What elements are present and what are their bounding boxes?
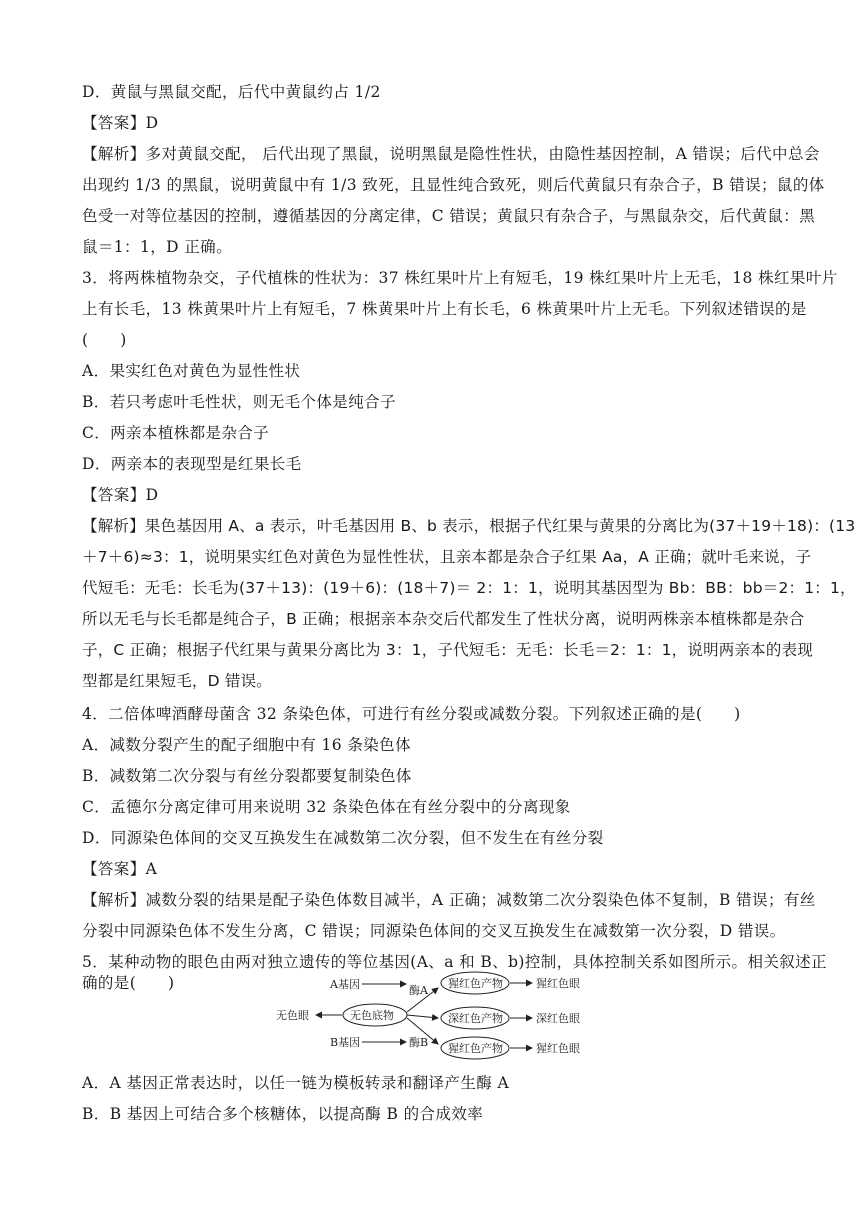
- analysis-q2-line-2: 出现约 1/3 的黑鼠，说明黄鼠中有 1/3 致死，且显性纯合致死，则后代黄鼠只有杂合子，B 错误；鼠的体: [82, 176, 825, 194]
- analysis-q3-line-3: 代短毛：无毛：长毛为(37＋13)：(19＋6)：(18＋7)＝ 2：1：1，说明其基因型为 Bb：BB：bb＝2：1：1，: [82, 579, 856, 597]
- analysis-q3-line-1: 【解析】果色基因用 A、a 表示，叶毛基因用 B、b 表示，根据子代红果与黄果的分离比为(37＋19＋18)：(13: [82, 517, 856, 535]
- option-b-q3: B．若只考虑叶毛性状，则无毛个体是纯合子: [82, 393, 396, 411]
- analysis-q3-line-5: 子，C 正确；根据子代红果与黄果分离比为 3：1，子代短毛：无毛：长毛＝2：1：1，说明两亲本的表现: [82, 641, 813, 659]
- option-b-q5: B．B 基因上可结合多个核糖体，以提高酶 B 的合成效率: [82, 1105, 484, 1123]
- answer-q3: 【答案】D: [82, 486, 159, 504]
- analysis-q2-line-1: 【解析】多对黄鼠交配， 后代出现了黑鼠，说明黑鼠是隐性性状，由隐性基因控制，A 错误；后代中总会: [82, 145, 820, 163]
- eye-2-label: 深红色眼: [536, 1012, 580, 1025]
- option-b-q4: B．减数第二次分裂与有丝分裂都要复制染色体: [82, 767, 412, 785]
- question-3-line-3: ( ): [82, 331, 127, 349]
- question-5-line-2: 确的是( ): [82, 974, 175, 992]
- colorless-eye-label: 无色眼: [276, 1009, 309, 1022]
- analysis-q3-line-6: 型都是红果短毛，D 错误。: [82, 672, 272, 690]
- substrate-label: 无色底物: [350, 1009, 394, 1022]
- enzyme-a-label: 酶A: [409, 984, 428, 997]
- eye-color-pathway-diagram: [270, 966, 600, 1062]
- enzyme-b-label: 酶B: [409, 1036, 429, 1049]
- analysis-q2-line-4: 鼠＝1：1，D 正确。: [82, 238, 232, 256]
- option-d-q2: D．黄鼠与黑鼠交配，后代中黄鼠约占 1/2: [82, 83, 381, 101]
- question-3-line-2: 上有长毛，13 株黄果叶片上有短毛，7 株黄果叶片上有长毛，6 株黄果叶片上无毛。下列叙述错误的是: [82, 300, 807, 318]
- option-d-q4: D．同源染色体间的交叉互换发生在减数第二次分裂，但不发生在有丝分裂: [82, 829, 604, 847]
- option-c-q3: C．两亲本植株都是杂合子: [82, 424, 270, 442]
- gene-b-label: B基因: [330, 1036, 361, 1049]
- question-3-line-1: 3．将两株植物杂交，子代植株的性状为：37 株红果叶片上有短毛，19 株红果叶片上无毛，18 株红果叶片: [82, 269, 838, 287]
- option-d-q3: D．两亲本的表现型是红果长毛: [82, 455, 302, 473]
- option-c-q4: C．孟德尔分离定律可用来说明 32 条染色体在有丝分裂中的分离现象: [82, 798, 571, 816]
- analysis-q4-line-1: 【解析】减数分裂的结果是配子染色体数目减半，A 正确；减数第二次分裂染色体不复制，B 错误；有丝: [82, 891, 816, 909]
- analysis-q4-line-2: 分裂中同源染色体不发生分离，C 错误；同源染色体间的交叉互换发生在减数第一次分裂，D 错误。: [82, 922, 786, 940]
- gene-a-label: A基因: [330, 978, 360, 991]
- analysis-q2-line-3: 色受一对等位基因的控制，遵循基因的分离定律，C 错误；黄鼠只有杂合子，与黑鼠杂交，后代黄鼠：黑: [82, 207, 816, 225]
- product-3-label: 猩红色产物: [448, 1042, 503, 1055]
- answer-q2: 【答案】D: [82, 114, 159, 132]
- arrow-substrate-to-product-2: [407, 1015, 438, 1018]
- question-4: 4．二倍体啤酒酵母菌含 32 条染色体，可进行有丝分裂或减数分裂。下列叙述正确的是( ): [82, 705, 741, 723]
- option-a-q3: A．果实红色对黄色为显性性状: [82, 362, 301, 380]
- option-a-q5: A．A 基因正常表达时，以任一链为模板转录和翻译产生酶 A: [82, 1074, 510, 1092]
- eye-1-label: 猩红色眼: [536, 977, 580, 990]
- option-a-q4: A．减数分裂产生的配子细胞中有 16 条染色体: [82, 736, 411, 754]
- product-1-label: 猩红色产物: [448, 977, 503, 990]
- analysis-q3-line-2: ＋7＋6)≈3：1，说明果实红色对黄色为显性性状，且亲本都是杂合子红果 Aa，A 正确；就叶毛来说，子: [82, 548, 812, 566]
- analysis-q3-line-4: 所以无毛与长毛都是纯合子，B 正确；根据亲本杂交后代都发生了性状分离，说明两株亲本植株都是杂合: [82, 610, 805, 628]
- eye-3-label: 猩红色眼: [536, 1042, 580, 1055]
- answer-q4: 【答案】A: [82, 860, 158, 878]
- product-2-label: 深红色产物: [448, 1012, 503, 1025]
- question-5-line-1: 5．某种动物的眼色由两对独立遗传的等位基因(A、a 和 B、b)控制，具体控制关系如图所示。相关叙述正: [82, 953, 827, 971]
